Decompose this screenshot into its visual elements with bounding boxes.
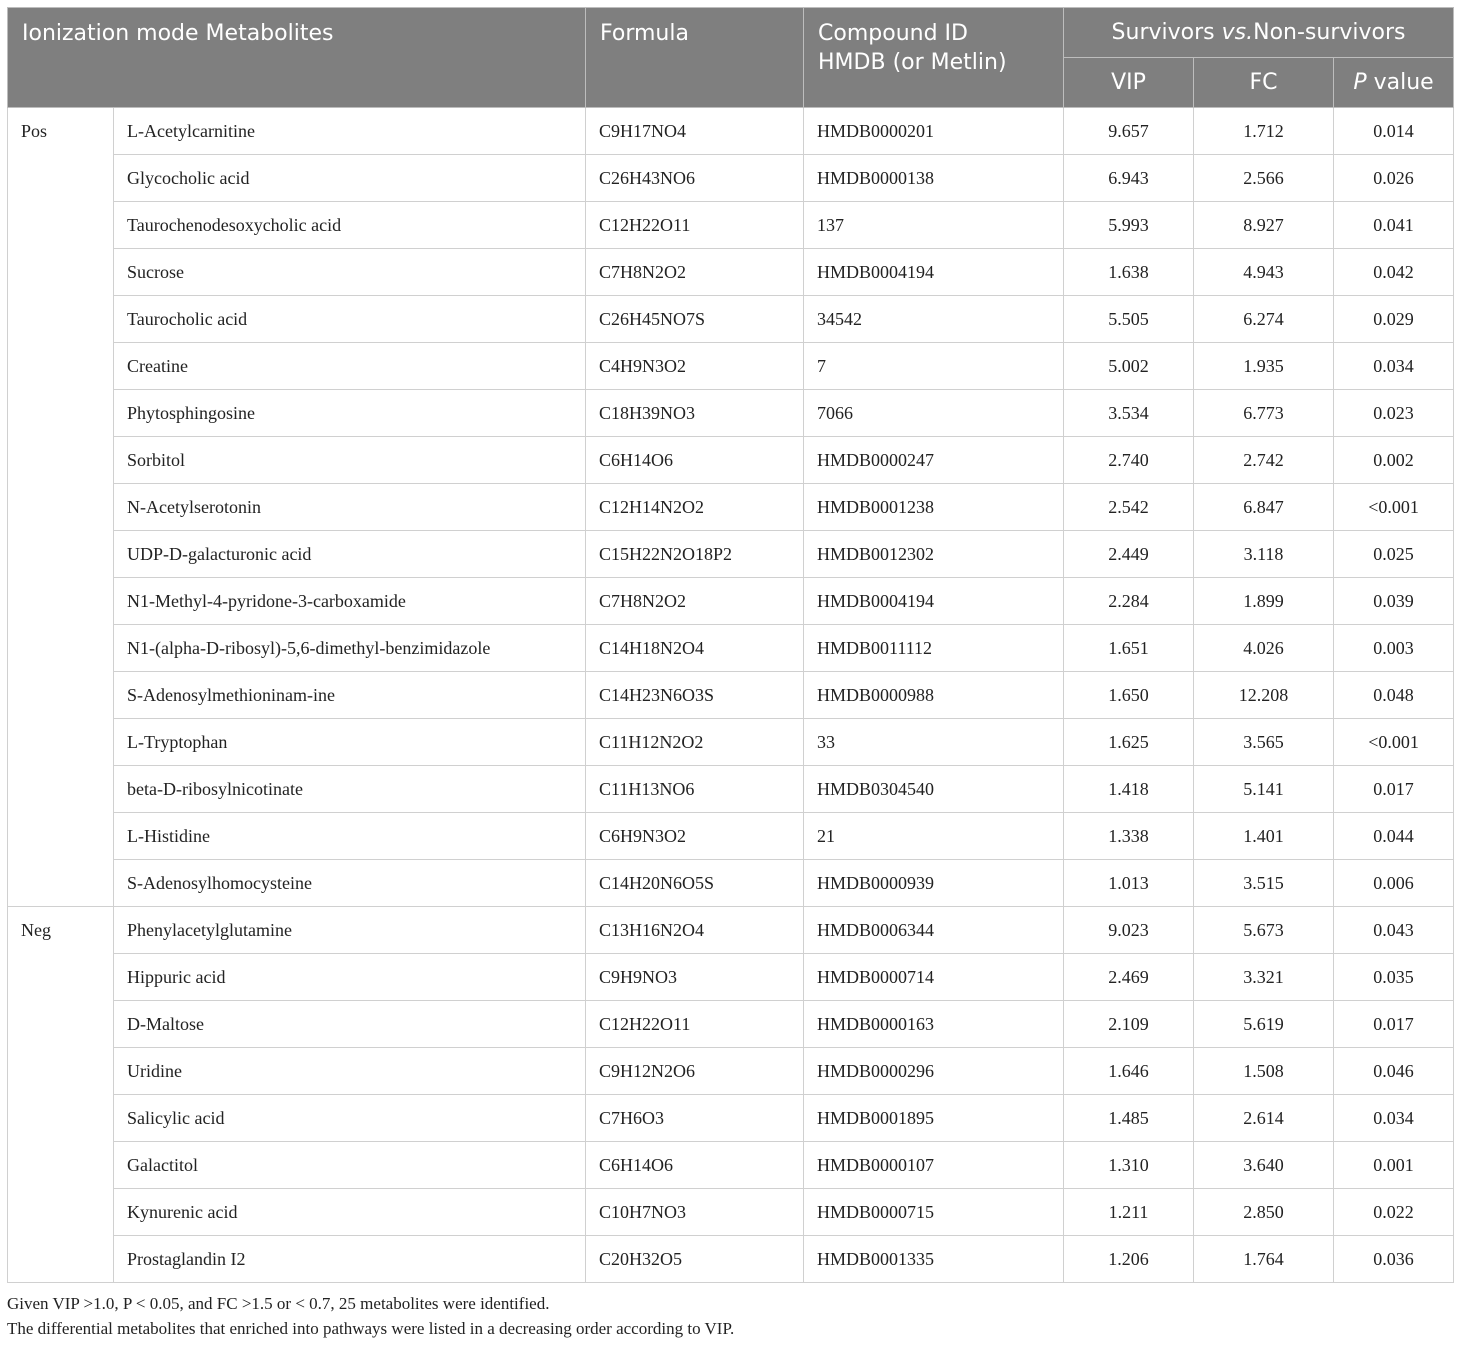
header-p-value <box>1334 58 1454 108</box>
ionization-mode-cell <box>8 719 114 766</box>
vip-cell: 5.505 <box>1064 296 1194 343</box>
ionization-mode-cell <box>8 1048 114 1095</box>
metabolite-cell: D-Maltose <box>114 1001 586 1048</box>
fc-cell: 1.899 <box>1194 578 1334 625</box>
formula-cell: C6H14O6 <box>586 437 804 484</box>
ionization-mode-cell <box>8 813 114 860</box>
fc-cell: 3.118 <box>1194 531 1334 578</box>
table-row <box>8 531 1454 578</box>
table-row <box>8 1095 1454 1142</box>
p-value-cell: 0.041 <box>1334 202 1454 249</box>
table-row <box>8 437 1454 484</box>
metabolite-cell: Sorbitol <box>114 437 586 484</box>
compound-id-cell: 137 <box>804 202 1064 249</box>
formula-cell: C7H8N2O2 <box>586 578 804 625</box>
formula-cell: C12H22O11 <box>586 1001 804 1048</box>
table-row <box>8 672 1454 719</box>
table-row <box>8 625 1454 672</box>
table-row <box>8 954 1454 1001</box>
fc-cell: 5.619 <box>1194 1001 1334 1048</box>
vip-cell: 3.534 <box>1064 390 1194 437</box>
vip-cell: 2.284 <box>1064 578 1194 625</box>
ionization-mode-cell <box>8 343 114 390</box>
vip-cell: 1.013 <box>1064 860 1194 907</box>
vip-cell: 1.338 <box>1064 813 1194 860</box>
p-value-cell: 0.029 <box>1334 296 1454 343</box>
metabolite-cell: N1-(alpha-D-ribosyl)-5,6-dimethyl-benzimidazole <box>114 625 586 672</box>
metabolite-cell: Sucrose <box>114 249 586 296</box>
table-row <box>8 1189 1454 1236</box>
ionization-mode-cell <box>8 1001 114 1048</box>
table-row <box>8 296 1454 343</box>
metabolite-cell: S-Adenosylhomocysteine <box>114 860 586 907</box>
vip-cell: 1.638 <box>1064 249 1194 296</box>
metabolite-cell: N-Acetylserotonin <box>114 484 586 531</box>
vip-cell: 2.469 <box>1064 954 1194 1001</box>
ionization-mode-cell <box>8 954 114 1001</box>
compound-id-cell: HMDB0000714 <box>804 954 1064 1001</box>
p-value-cell: 0.034 <box>1334 343 1454 390</box>
metabolites-table <box>7 7 1454 1283</box>
ionization-mode-cell <box>8 390 114 437</box>
header-group-pre: Survivors <box>1111 20 1222 45</box>
fc-cell: 1.712 <box>1194 108 1334 155</box>
p-value-cell: 0.001 <box>1334 1142 1454 1189</box>
ionization-mode-cell <box>8 625 114 672</box>
compound-id-cell: HMDB0000715 <box>804 1189 1064 1236</box>
p-value-cell: 0.035 <box>1334 954 1454 1001</box>
ionization-mode-cell <box>8 249 114 296</box>
metabolite-cell: Creatine <box>114 343 586 390</box>
metabolite-cell: Galactitol <box>114 1142 586 1189</box>
compound-id-cell: 7066 <box>804 390 1064 437</box>
table-row <box>8 719 1454 766</box>
fc-cell: 3.515 <box>1194 860 1334 907</box>
formula-cell: C18H39NO3 <box>586 390 804 437</box>
fc-cell: 3.640 <box>1194 1142 1334 1189</box>
p-value-cell: 0.039 <box>1334 578 1454 625</box>
compound-id-cell: HMDB0001335 <box>804 1236 1064 1283</box>
header-compound-id <box>804 8 1064 108</box>
formula-cell: C11H12N2O2 <box>586 719 804 766</box>
compound-id-cell: HMDB0000138 <box>804 155 1064 202</box>
p-value-cell: 0.026 <box>1334 155 1454 202</box>
vip-cell: 1.625 <box>1064 719 1194 766</box>
compound-id-cell: HMDB0000107 <box>804 1142 1064 1189</box>
vip-cell: 2.542 <box>1064 484 1194 531</box>
vip-cell: 2.740 <box>1064 437 1194 484</box>
fc-cell: 3.565 <box>1194 719 1334 766</box>
table-row <box>8 766 1454 813</box>
ionization-mode-cell <box>8 672 114 719</box>
formula-cell: C14H18N2O4 <box>586 625 804 672</box>
metabolite-cell: S-Adenosylmethioninam-ine <box>114 672 586 719</box>
fc-cell: 6.847 <box>1194 484 1334 531</box>
metabolite-cell: Salicylic acid <box>114 1095 586 1142</box>
formula-cell: C7H8N2O2 <box>586 249 804 296</box>
ionization-mode-cell: Neg <box>8 907 114 954</box>
formula-cell: C9H17NO4 <box>586 108 804 155</box>
metabolite-cell: Uridine <box>114 1048 586 1095</box>
vip-cell: 6.943 <box>1064 155 1194 202</box>
formula-cell: C26H45NO7S <box>586 296 804 343</box>
table-row <box>8 1236 1454 1283</box>
metabolite-cell: Taurocholic acid <box>114 296 586 343</box>
compound-id-cell: HMDB0006344 <box>804 907 1064 954</box>
p-value-cell: <0.001 <box>1334 484 1454 531</box>
table-header <box>8 8 1454 108</box>
formula-cell: C26H43NO6 <box>586 155 804 202</box>
header-compound-id-line1: Compound ID <box>818 21 968 46</box>
header-group-post: Non-survivors <box>1253 20 1406 45</box>
metabolite-cell: Prostaglandin I2 <box>114 1236 586 1283</box>
header-p-italic: P <box>1353 70 1367 95</box>
compound-id-cell: HMDB0304540 <box>804 766 1064 813</box>
vip-cell: 1.310 <box>1064 1142 1194 1189</box>
p-value-cell: 0.043 <box>1334 907 1454 954</box>
ionization-mode-cell <box>8 1189 114 1236</box>
fc-cell: 2.850 <box>1194 1189 1334 1236</box>
vip-cell: 9.023 <box>1064 907 1194 954</box>
ionization-mode-cell <box>8 155 114 202</box>
vip-cell: 1.651 <box>1064 625 1194 672</box>
formula-cell: C9H12N2O6 <box>586 1048 804 1095</box>
formula-cell: C20H32O5 <box>586 1236 804 1283</box>
fc-cell: 6.274 <box>1194 296 1334 343</box>
compound-id-cell: HMDB0004194 <box>804 578 1064 625</box>
metabolite-cell: Phenylacetylglutamine <box>114 907 586 954</box>
formula-cell: C6H14O6 <box>586 1142 804 1189</box>
metabolite-cell: Hippuric acid <box>114 954 586 1001</box>
compound-id-cell: HMDB0000201 <box>804 108 1064 155</box>
ionization-mode-cell <box>8 1142 114 1189</box>
header-p-rest: value <box>1366 70 1434 95</box>
vip-cell: 5.002 <box>1064 343 1194 390</box>
vip-cell: 1.418 <box>1064 766 1194 813</box>
p-value-cell: 0.014 <box>1334 108 1454 155</box>
metabolite-cell: L-Acetylcarnitine <box>114 108 586 155</box>
vip-cell: 1.211 <box>1064 1189 1194 1236</box>
formula-cell: C7H6O3 <box>586 1095 804 1142</box>
table-row <box>8 813 1454 860</box>
formula-cell: C6H9N3O2 <box>586 813 804 860</box>
fc-cell: 1.508 <box>1194 1048 1334 1095</box>
compound-id-cell: HMDB0000296 <box>804 1048 1064 1095</box>
fc-cell: 2.614 <box>1194 1095 1334 1142</box>
vip-cell: 2.109 <box>1064 1001 1194 1048</box>
compound-id-cell: 34542 <box>804 296 1064 343</box>
p-value-cell: 0.042 <box>1334 249 1454 296</box>
fc-cell: 5.673 <box>1194 907 1334 954</box>
ionization-mode-cell <box>8 531 114 578</box>
p-value-cell: 0.017 <box>1334 766 1454 813</box>
formula-cell: C15H22N2O18P2 <box>586 531 804 578</box>
ionization-mode-cell: Pos <box>8 108 114 155</box>
footnote-2: The differential metabolites that enriched into pathways were listed in a decreasing order according to VIP. <box>7 1319 735 1338</box>
compound-id-cell: HMDB0000988 <box>804 672 1064 719</box>
metabolite-cell: L-Histidine <box>114 813 586 860</box>
header-compound-id-line2: HMDB (or Metlin) <box>818 50 1007 75</box>
vip-cell: 5.993 <box>1064 202 1194 249</box>
metabolite-cell: Taurochenodesoxycholic acid <box>114 202 586 249</box>
p-value-cell: 0.003 <box>1334 625 1454 672</box>
metabolite-cell: Phytosphingosine <box>114 390 586 437</box>
formula-cell: C14H20N6O5S <box>586 860 804 907</box>
table-row <box>8 249 1454 296</box>
fc-cell: 2.742 <box>1194 437 1334 484</box>
table-row <box>8 108 1454 155</box>
table-row <box>8 343 1454 390</box>
fc-cell: 4.943 <box>1194 249 1334 296</box>
table-row <box>8 202 1454 249</box>
vip-cell: 1.650 <box>1064 672 1194 719</box>
fc-cell: 6.773 <box>1194 390 1334 437</box>
ionization-mode-cell <box>8 766 114 813</box>
fc-cell: 1.401 <box>1194 813 1334 860</box>
fc-cell: 12.208 <box>1194 672 1334 719</box>
formula-cell: C11H13NO6 <box>586 766 804 813</box>
fc-cell: 2.566 <box>1194 155 1334 202</box>
p-value-cell: <0.001 <box>1334 719 1454 766</box>
compound-id-cell: HMDB0000163 <box>804 1001 1064 1048</box>
metabolite-cell: N1-Methyl-4-pyridone-3-carboxamide <box>114 578 586 625</box>
table-row <box>8 1048 1454 1095</box>
header-group-vs: vs. <box>1221 20 1254 45</box>
fc-cell: 8.927 <box>1194 202 1334 249</box>
ionization-mode-cell <box>8 296 114 343</box>
vip-cell: 1.646 <box>1064 1048 1194 1095</box>
footnote-1: Given VIP >1.0, P < 0.05, and FC >1.5 or < 0.7, 25 metabolites were identified. <box>7 1294 550 1313</box>
metabolite-cell: Kynurenic acid <box>114 1189 586 1236</box>
formula-cell: C13H16N2O4 <box>586 907 804 954</box>
header-ionization-metabolites: Ionization mode Metabolites <box>8 8 586 108</box>
p-value-cell: 0.036 <box>1334 1236 1454 1283</box>
vip-cell: 1.206 <box>1064 1236 1194 1283</box>
p-value-cell: 0.044 <box>1334 813 1454 860</box>
ionization-mode-cell <box>8 1236 114 1283</box>
metabolite-cell: beta-D-ribosylnicotinate <box>114 766 586 813</box>
vip-cell: 1.485 <box>1064 1095 1194 1142</box>
fc-cell: 5.141 <box>1194 766 1334 813</box>
metabolites-table-container <box>7 7 1453 1341</box>
compound-id-cell: 7 <box>804 343 1064 390</box>
compound-id-cell: HMDB0001895 <box>804 1095 1064 1142</box>
metabolite-cell: UDP-D-galacturonic acid <box>114 531 586 578</box>
formula-cell: C12H14N2O2 <box>586 484 804 531</box>
formula-cell: C9H9NO3 <box>586 954 804 1001</box>
table-row <box>8 390 1454 437</box>
header-vip: VIP <box>1064 58 1194 108</box>
p-value-cell: 0.048 <box>1334 672 1454 719</box>
ionization-mode-cell <box>8 484 114 531</box>
compound-id-cell: HMDB0012302 <box>804 531 1064 578</box>
table-body <box>8 108 1454 1283</box>
formula-cell: C14H23N6O3S <box>586 672 804 719</box>
p-value-cell: 0.022 <box>1334 1189 1454 1236</box>
formula-cell: C10H7NO3 <box>586 1189 804 1236</box>
vip-cell: 2.449 <box>1064 531 1194 578</box>
table-row <box>8 155 1454 202</box>
header-survivors-vs-nonsurvivors <box>1064 8 1454 58</box>
compound-id-cell: HMDB0011112 <box>804 625 1064 672</box>
table-row <box>8 484 1454 531</box>
metabolite-cell: L-Tryptophan <box>114 719 586 766</box>
compound-id-cell: HMDB0004194 <box>804 249 1064 296</box>
table-row <box>8 1001 1454 1048</box>
p-value-cell: 0.023 <box>1334 390 1454 437</box>
table-row <box>8 1142 1454 1189</box>
p-value-cell: 0.006 <box>1334 860 1454 907</box>
header-formula: Formula <box>586 8 804 108</box>
compound-id-cell: 33 <box>804 719 1064 766</box>
p-value-cell: 0.046 <box>1334 1048 1454 1095</box>
p-value-cell: 0.034 <box>1334 1095 1454 1142</box>
table-footnotes <box>7 1291 1453 1341</box>
fc-cell: 3.321 <box>1194 954 1334 1001</box>
formula-cell: C4H9N3O2 <box>586 343 804 390</box>
compound-id-cell: 21 <box>804 813 1064 860</box>
vip-cell: 9.657 <box>1064 108 1194 155</box>
compound-id-cell: HMDB0000247 <box>804 437 1064 484</box>
table-row <box>8 860 1454 907</box>
p-value-cell: 0.025 <box>1334 531 1454 578</box>
fc-cell: 1.935 <box>1194 343 1334 390</box>
p-value-cell: 0.002 <box>1334 437 1454 484</box>
ionization-mode-cell <box>8 860 114 907</box>
table-row <box>8 907 1454 954</box>
ionization-mode-cell <box>8 437 114 484</box>
fc-cell: 4.026 <box>1194 625 1334 672</box>
metabolite-cell: Glycocholic acid <box>114 155 586 202</box>
compound-id-cell: HMDB0001238 <box>804 484 1064 531</box>
compound-id-cell: HMDB0000939 <box>804 860 1064 907</box>
header-fc: FC <box>1194 58 1334 108</box>
formula-cell: C12H22O11 <box>586 202 804 249</box>
p-value-cell: 0.017 <box>1334 1001 1454 1048</box>
ionization-mode-cell <box>8 1095 114 1142</box>
fc-cell: 1.764 <box>1194 1236 1334 1283</box>
ionization-mode-cell <box>8 202 114 249</box>
ionization-mode-cell <box>8 578 114 625</box>
table-row <box>8 578 1454 625</box>
